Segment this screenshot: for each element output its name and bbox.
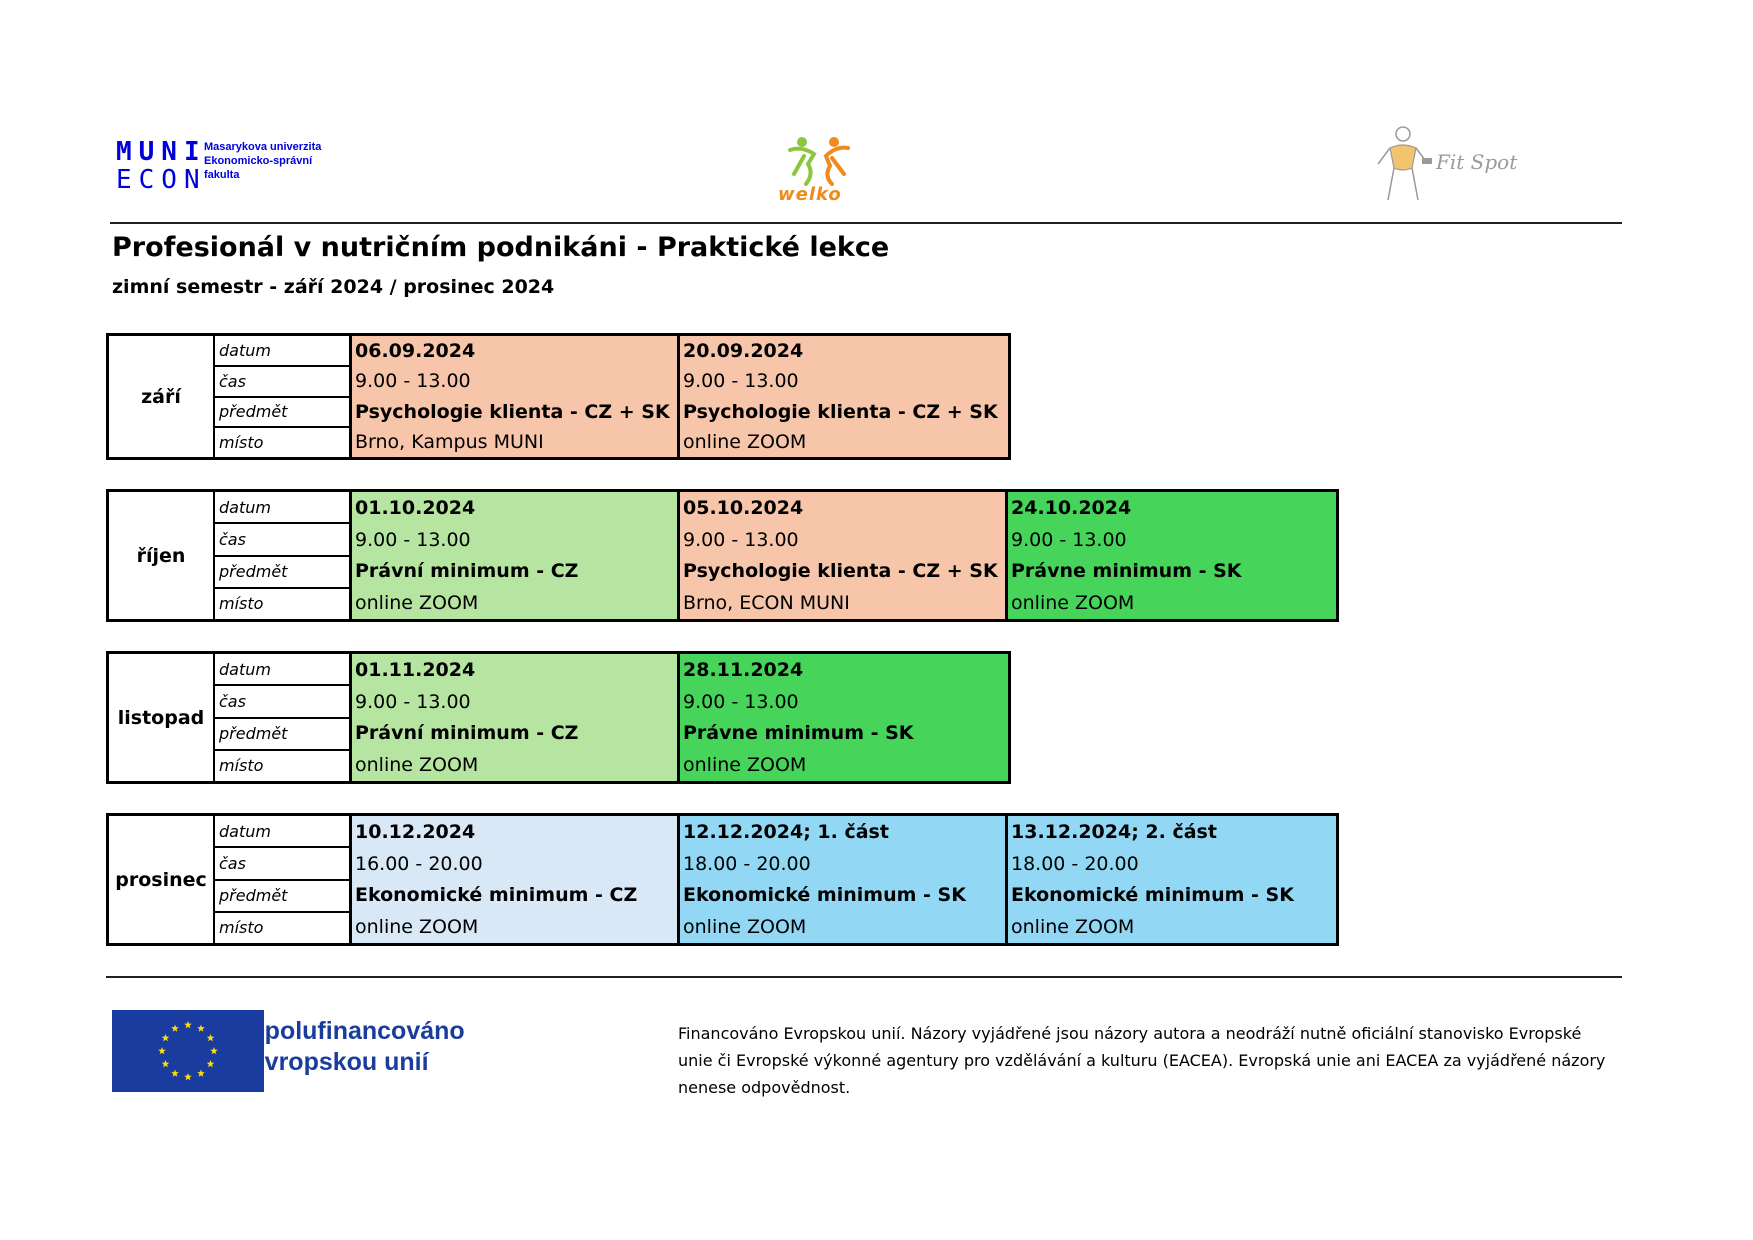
welko-logo: [770, 134, 870, 204]
row-label: místo: [219, 918, 264, 938]
eu-star: [184, 1073, 192, 1080]
event-datum: 24.10.2024: [1011, 496, 1132, 519]
event-datum: 10.12.2024: [355, 820, 476, 843]
row-label: místo: [219, 594, 264, 614]
event-predmet: Právní minimum - CZ: [355, 560, 579, 583]
event-column: [352, 654, 680, 781]
month-name: říjen: [109, 492, 215, 619]
event-cas: 9.00 - 13.00: [683, 690, 799, 713]
event-misto: online ZOOM: [1011, 592, 1135, 615]
muni-econ-logo: [116, 138, 346, 198]
event-predmet: Psychologie klienta - CZ + SK: [355, 400, 670, 423]
event-cas: 9.00 - 13.00: [683, 528, 799, 551]
eu-flag-icon: [112, 1010, 264, 1092]
row-labels: [215, 492, 352, 619]
eu-star: [171, 1024, 179, 1031]
eu-stars-icon: [112, 1010, 264, 1092]
event-column: [352, 816, 680, 943]
header-divider: [110, 222, 1622, 224]
row-labels: [215, 816, 352, 943]
eu-cofunded-label: [248, 1016, 465, 1078]
row-labels: [215, 654, 352, 781]
muni-desc-line: fakulta: [204, 169, 240, 181]
event-datum: 20.09.2024: [683, 340, 804, 363]
muni-logo-line1: MUNI: [116, 137, 207, 167]
fitness-figure-icon: [1370, 124, 1436, 204]
month-table: [106, 651, 1011, 784]
event-misto: online ZOOM: [1011, 916, 1135, 939]
welko-figures-icon: [784, 134, 854, 186]
page-subtitle: zimní semestr - září 2024 / prosinec 2024: [112, 276, 555, 298]
event-cas: 18.00 - 20.00: [1011, 852, 1139, 875]
month-name: září: [109, 336, 215, 457]
event-datum: 28.11.2024: [683, 658, 804, 681]
month-name: prosinec: [109, 816, 215, 943]
event-cas: 9.00 - 13.00: [355, 690, 471, 713]
event-misto: online ZOOM: [683, 430, 807, 453]
eu-star: [162, 1060, 170, 1067]
event-misto: online ZOOM: [355, 916, 479, 939]
event-predmet: Psychologie klienta - CZ + SK: [683, 560, 998, 583]
eu-star: [158, 1047, 166, 1054]
row-label: čas: [215, 848, 349, 880]
row-label: místo: [219, 433, 264, 453]
eu-star: [207, 1060, 215, 1067]
event-misto: Brno, ECON MUNI: [683, 592, 850, 615]
month-table: [106, 333, 1011, 460]
row-label: předmět: [215, 398, 349, 429]
event-cas: 9.00 - 13.00: [355, 528, 471, 551]
eu-cofunded-line1: Spolufinancováno: [248, 1017, 465, 1045]
eu-cofunded-line2: Evropskou unií: [248, 1048, 429, 1076]
eu-star: [210, 1047, 218, 1054]
event-cas: 9.00 - 13.00: [1011, 528, 1127, 551]
muni-desc-line: Masarykova univerzita: [204, 141, 322, 153]
footer-divider: [106, 976, 1622, 978]
muni-logo-description: [204, 140, 321, 182]
row-label: čas: [215, 686, 349, 718]
fitspot-wordmark: Fit Spot: [1436, 150, 1518, 174]
event-column: [680, 492, 1008, 619]
event-predmet: Právne minimum - SK: [683, 722, 914, 745]
eu-disclaimer: Financováno Evropskou unií. Názory vyjádřené jsou názory autora a neodráží nutně oficiální stanovisko Evropské unie či Evropské výkonné agentury pro vzdělávání a kulturu (EACEA). Evropská unie ani EACEA za vyjádřené názory nenese odpovědnost.: [678, 1024, 1606, 1097]
event-predmet: Ekonomické minimum - SK: [1011, 884, 1294, 907]
event-datum: 06.09.2024: [355, 340, 476, 363]
event-misto: online ZOOM: [683, 754, 807, 777]
event-misto: Brno, Kampus MUNI: [355, 430, 544, 453]
eu-star: [184, 1021, 192, 1028]
month-table: [106, 489, 1339, 622]
row-label: datum: [215, 336, 349, 367]
eu-star: [162, 1034, 170, 1041]
row-label: místo: [219, 756, 264, 776]
event-cas: 18.00 - 20.00: [683, 852, 811, 875]
event-predmet: Právne minimum - SK: [1011, 560, 1242, 583]
row-label: čas: [215, 367, 349, 398]
month-name: listopad: [109, 654, 215, 781]
event-predmet: Ekonomické minimum - CZ: [355, 884, 638, 907]
row-label: datum: [215, 492, 349, 524]
event-column: [1008, 492, 1336, 619]
event-datum: 05.10.2024: [683, 496, 804, 519]
event-column: [352, 492, 680, 619]
event-datum: 01.11.2024: [355, 658, 476, 681]
welko-wordmark: welko: [778, 184, 842, 205]
eu-star: [197, 1024, 205, 1031]
muni-desc-line: Ekonomicko-správní: [204, 155, 313, 167]
event-datum: 12.12.2024; 1. část: [683, 820, 889, 843]
event-predmet: Ekonomické minimum - SK: [683, 884, 966, 907]
event-misto: online ZOOM: [355, 754, 479, 777]
row-label: datum: [215, 654, 349, 686]
event-column: [680, 336, 1008, 457]
event-datum: 01.10.2024: [355, 496, 476, 519]
event-predmet: Psychologie klienta - CZ + SK: [683, 400, 998, 423]
row-label: datum: [215, 816, 349, 848]
row-labels: [215, 336, 352, 457]
event-cas: 16.00 - 20.00: [355, 852, 483, 875]
event-cas: 9.00 - 13.00: [355, 370, 471, 393]
event-cas: 9.00 - 13.00: [683, 370, 799, 393]
event-datum: 13.12.2024; 2. část: [1011, 820, 1217, 843]
row-label: předmět: [215, 881, 349, 913]
event-misto: online ZOOM: [355, 592, 479, 615]
event-misto: online ZOOM: [683, 916, 807, 939]
month-table: [106, 813, 1339, 946]
event-column: [680, 654, 1008, 781]
muni-logo-letters: [116, 138, 207, 194]
row-label: předmět: [215, 719, 349, 751]
eu-star: [171, 1070, 179, 1077]
fitspot-logo: [1370, 124, 1520, 204]
event-column: [680, 816, 1008, 943]
eu-star: [207, 1034, 215, 1041]
muni-logo-line2: ECON: [116, 165, 207, 195]
event-column: [1008, 816, 1336, 943]
eu-star: [197, 1070, 205, 1077]
event-column: [352, 336, 680, 457]
row-label: předmět: [215, 557, 349, 589]
page-title: Profesionál v nutričním podnikáni - Praktické lekce: [112, 232, 890, 263]
event-predmet: Právní minimum - CZ: [355, 722, 579, 745]
row-label: čas: [215, 524, 349, 556]
